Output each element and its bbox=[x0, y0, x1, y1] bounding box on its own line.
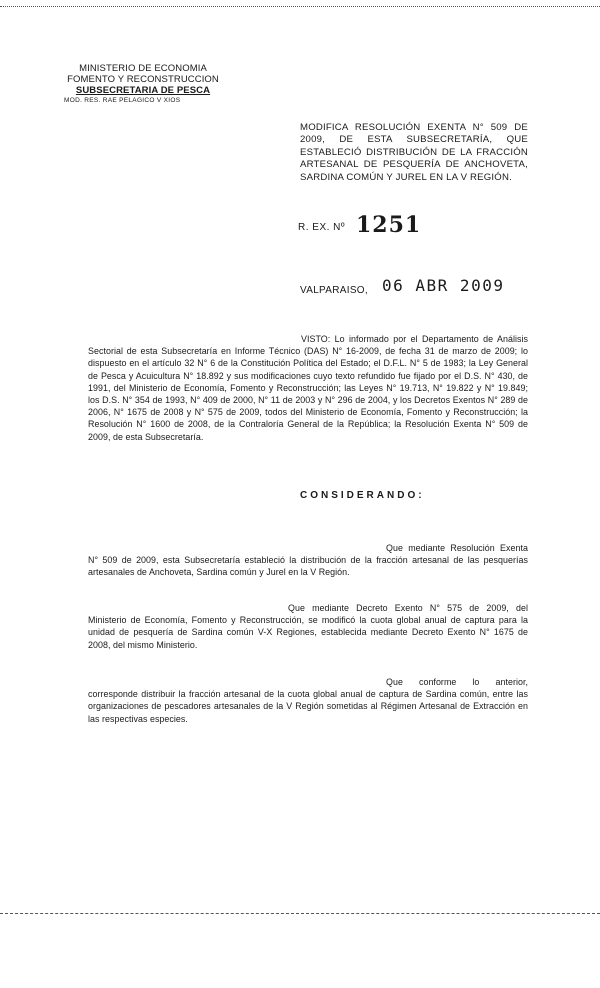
visto-paragraph: VISTO: Lo informado por el Departamento de Análisis Sectorial de esta Subsecretaría en Informe Técnico (DAS) N° 16-2009, de fecha 31 de marzo de 2009; lo dispuesto en el artículo 32 N° 6 de la Constitución Política del Estado; el D.F.L. N° 5 de 1983; la Ley General de Pesca y Acuicultura N° 18.892 y sus modificaciones cuyo texto refundido fue fijado por el D.S. N° 430, de 1991, del Ministerio de Economía, Fomento y Reconstrucción; las Leyes N° 19.713, N° 19.822 y N° 19.849; los D.S. N° 354 de 1993, N° 409 de 2000, N° 11 de 2003 y N° 296 de 2004, y los Decretos Exentos N° 289 de 2006, N° 1675 de 2008 y N° 575 de 2009, todos del Ministerio de Economía, Fomento y Reconstrucción; la Resolución N° 1600 de 2008, de la Contraloría General de la República; la Resolución Exenta N° 509 de 2009, de esta Subsecretaría. bbox=[88, 334, 528, 442]
considerando-paragraph-1: Que mediante Resolución Exenta N° 509 de 2009, esta Subsecretaría estableció la distribución de la fracción artesanal de las pesquerías artesanales de Anchoveta, Sardina común y Jurel en la V Región. bbox=[88, 543, 528, 578]
place-label: VALPARAISO, bbox=[300, 285, 368, 296]
resolution-subject: MODIFICA RESOLUCIÓN EXENTA N° 509 DE 2009, DE ESTA SUBSECRETARÍA, QUE ESTABLECIÓ DISTRIBUCIÓN DE LA FRACCIÓN ARTESANAL DE PESQUERÍA DE ANCHOVETA, SARDINA COMÚN Y JUREL EN LA V REGIÓN. bbox=[300, 122, 528, 183]
considerando-paragraph-2: Que mediante Decreto Exento N° 575 de 2009, del Ministerio de Economía, Fomento y Reconstrucción, se modificó la cuota global anual de captura para la unidad de pesquería de Sardina común V-X Regiones, establecida mediante Decreto Exento N° 1675 de 2008, del mismo Ministerio. bbox=[88, 603, 528, 650]
resolution-number: 1251 bbox=[356, 212, 422, 238]
resolution-label: R. EX. Nº bbox=[298, 222, 346, 233]
reference-code: MOD. RES. RAE PELAGICO V XIOS bbox=[64, 97, 181, 104]
ministry-line: MINISTERIO DE ECONOMIA bbox=[79, 63, 207, 74]
date-stamp: 06 ABR 2009 bbox=[382, 276, 505, 295]
ministry-line-2: FOMENTO Y RECONSTRUCCION bbox=[67, 74, 219, 85]
subsecretaria-line: SUBSECRETARIA DE PESCA bbox=[75, 85, 211, 96]
letterhead bbox=[58, 63, 228, 105]
scan-edge-bottom bbox=[0, 913, 600, 914]
scan-edge-top bbox=[0, 6, 600, 7]
considerando-heading: CONSIDERANDO: bbox=[300, 490, 425, 501]
considerando-paragraph-3: Que conforme lo anterior, corresponde distribuir la fracción artesanal de la cuota global anual de captura de Sardina común, entre las organizaciones de pescadores artesanales de la V Región sometidas al Régimen Artesanal de Extracción en las respectivas especies. bbox=[88, 677, 528, 724]
